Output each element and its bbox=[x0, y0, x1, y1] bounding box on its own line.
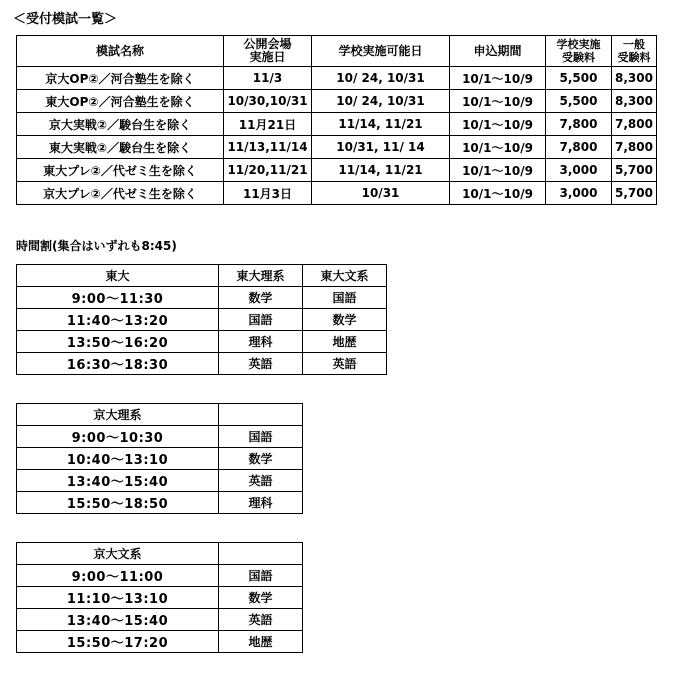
todai-science-header: 東大理系 bbox=[219, 265, 303, 287]
time-slot-cell: 13:50～16:20 bbox=[17, 331, 219, 353]
table-row bbox=[17, 565, 303, 587]
time-slot-cell: 9:00～10:30 bbox=[17, 426, 219, 448]
kyodai-science-header-row bbox=[17, 404, 303, 426]
exam-name-cell: 京大プレ②／代ゼミ生を除く bbox=[17, 182, 224, 205]
exam-list-title: ＜受付模試一覧＞ bbox=[13, 12, 118, 27]
kyodai-humanities-header-row bbox=[17, 543, 303, 565]
table-row bbox=[17, 470, 303, 492]
table-row bbox=[17, 331, 387, 353]
header-school-fee: 学校実施 受験料 bbox=[546, 36, 612, 67]
time-slot-cell: 16:30～18:30 bbox=[17, 353, 219, 375]
kyodai-humanities-header-label: 京大文系 bbox=[17, 543, 219, 565]
table-row bbox=[17, 309, 387, 331]
todai-timetable bbox=[16, 264, 387, 375]
table-row bbox=[17, 113, 657, 136]
table-row bbox=[17, 492, 303, 514]
general-fee-cell: 7,800 bbox=[612, 136, 657, 159]
subject-cell: 英語 bbox=[219, 353, 303, 375]
application-period-cell: 10/1～10/9 bbox=[450, 113, 546, 136]
time-slot-cell: 15:50～17:20 bbox=[17, 631, 219, 653]
subject-cell: 数学 bbox=[219, 587, 303, 609]
blank-header-cell bbox=[219, 404, 303, 426]
subject-cell: 地歴 bbox=[219, 631, 303, 653]
table-row bbox=[17, 182, 657, 205]
subject-cell: 国語 bbox=[303, 287, 387, 309]
application-period-cell: 10/1～10/9 bbox=[450, 159, 546, 182]
time-slot-cell: 9:00～11:00 bbox=[17, 565, 219, 587]
public-venue-date-cell: 10/30,10/31 bbox=[224, 90, 312, 113]
todai-humanities-header: 東大文系 bbox=[303, 265, 387, 287]
kyodai-science-header-label: 京大理系 bbox=[17, 404, 219, 426]
school-dates-cell: 10/31, 11/ 14 bbox=[312, 136, 450, 159]
general-fee-cell: 5,700 bbox=[612, 182, 657, 205]
public-venue-date-cell: 11/13,11/14 bbox=[224, 136, 312, 159]
todai-header-row bbox=[17, 265, 387, 287]
school-fee-cell: 5,500 bbox=[546, 90, 612, 113]
table-row bbox=[17, 631, 303, 653]
table-row bbox=[17, 448, 303, 470]
table-row bbox=[17, 136, 657, 159]
public-venue-date-cell: 11月3日 bbox=[224, 182, 312, 205]
application-period-cell: 10/1～10/9 bbox=[450, 67, 546, 90]
school-fee-cell: 3,000 bbox=[546, 182, 612, 205]
table-row bbox=[17, 67, 657, 90]
table-row bbox=[17, 426, 303, 448]
time-slot-cell: 9:00～11:30 bbox=[17, 287, 219, 309]
school-dates-cell: 10/ 24, 10/31 bbox=[312, 67, 450, 90]
time-slot-cell: 11:40～13:20 bbox=[17, 309, 219, 331]
exam-table-header-row bbox=[17, 36, 657, 67]
todai-header-label: 東大 bbox=[17, 265, 219, 287]
kyodai-humanities-timetable bbox=[16, 542, 303, 653]
subject-cell: 英語 bbox=[303, 353, 387, 375]
school-fee-cell: 7,800 bbox=[546, 113, 612, 136]
time-slot-cell: 11:10～13:10 bbox=[17, 587, 219, 609]
school-fee-cell: 5,500 bbox=[546, 67, 612, 90]
subject-cell: 英語 bbox=[219, 470, 303, 492]
kyodai-science-timetable bbox=[16, 403, 303, 514]
timetable-title: 時間割(集合はいずれも8:45) bbox=[16, 239, 177, 253]
table-row bbox=[17, 90, 657, 113]
header-school-dates: 学校実施可能日 bbox=[312, 36, 450, 67]
general-fee-cell: 8,300 bbox=[612, 90, 657, 113]
subject-cell: 国語 bbox=[219, 309, 303, 331]
exam-name-cell: 京大実戦②／駿台生を除く bbox=[17, 113, 224, 136]
school-dates-cell: 10/31 bbox=[312, 182, 450, 205]
exam-name-cell: 京大OP②／河合塾生を除く bbox=[17, 67, 224, 90]
application-period-cell: 10/1～10/9 bbox=[450, 182, 546, 205]
time-slot-cell: 15:50～18:50 bbox=[17, 492, 219, 514]
subject-cell: 国語 bbox=[219, 565, 303, 587]
general-fee-cell: 8,300 bbox=[612, 67, 657, 90]
school-dates-cell: 11/14, 11/21 bbox=[312, 159, 450, 182]
exam-name-cell: 東大プレ②／代ゼミ生を除く bbox=[17, 159, 224, 182]
school-dates-cell: 10/ 24, 10/31 bbox=[312, 90, 450, 113]
school-fee-cell: 7,800 bbox=[546, 136, 612, 159]
header-application-period: 申込期間 bbox=[450, 36, 546, 67]
header-public-venue-date: 公開会場 実施日 bbox=[224, 36, 312, 67]
table-row bbox=[17, 159, 657, 182]
subject-cell: 数学 bbox=[219, 287, 303, 309]
exam-name-cell: 東大実戦②／駿台生を除く bbox=[17, 136, 224, 159]
school-dates-cell: 11/14, 11/21 bbox=[312, 113, 450, 136]
time-slot-cell: 13:40～15:40 bbox=[17, 470, 219, 492]
header-exam-name: 模試名称 bbox=[17, 36, 224, 67]
subject-cell: 理科 bbox=[219, 492, 303, 514]
exam-name-cell: 東大OP②／河合塾生を除く bbox=[17, 90, 224, 113]
general-fee-cell: 5,700 bbox=[612, 159, 657, 182]
school-fee-cell: 3,000 bbox=[546, 159, 612, 182]
subject-cell: 数学 bbox=[303, 309, 387, 331]
table-row bbox=[17, 287, 387, 309]
public-venue-date-cell: 11月21日 bbox=[224, 113, 312, 136]
application-period-cell: 10/1～10/9 bbox=[450, 90, 546, 113]
general-fee-cell: 7,800 bbox=[612, 113, 657, 136]
table-row bbox=[17, 353, 387, 375]
public-venue-date-cell: 11/3 bbox=[224, 67, 312, 90]
subject-cell: 国語 bbox=[219, 426, 303, 448]
header-general-fee: 一般 受験料 bbox=[612, 36, 657, 67]
time-slot-cell: 13:40～15:40 bbox=[17, 609, 219, 631]
subject-cell: 地歴 bbox=[303, 331, 387, 353]
subject-cell: 数学 bbox=[219, 448, 303, 470]
table-row bbox=[17, 609, 303, 631]
time-slot-cell: 10:40～13:10 bbox=[17, 448, 219, 470]
subject-cell: 理科 bbox=[219, 331, 303, 353]
exam-list-table bbox=[16, 35, 657, 205]
application-period-cell: 10/1～10/9 bbox=[450, 136, 546, 159]
public-venue-date-cell: 11/20,11/21 bbox=[224, 159, 312, 182]
table-row bbox=[17, 587, 303, 609]
subject-cell: 英語 bbox=[219, 609, 303, 631]
blank-header-cell bbox=[219, 543, 303, 565]
